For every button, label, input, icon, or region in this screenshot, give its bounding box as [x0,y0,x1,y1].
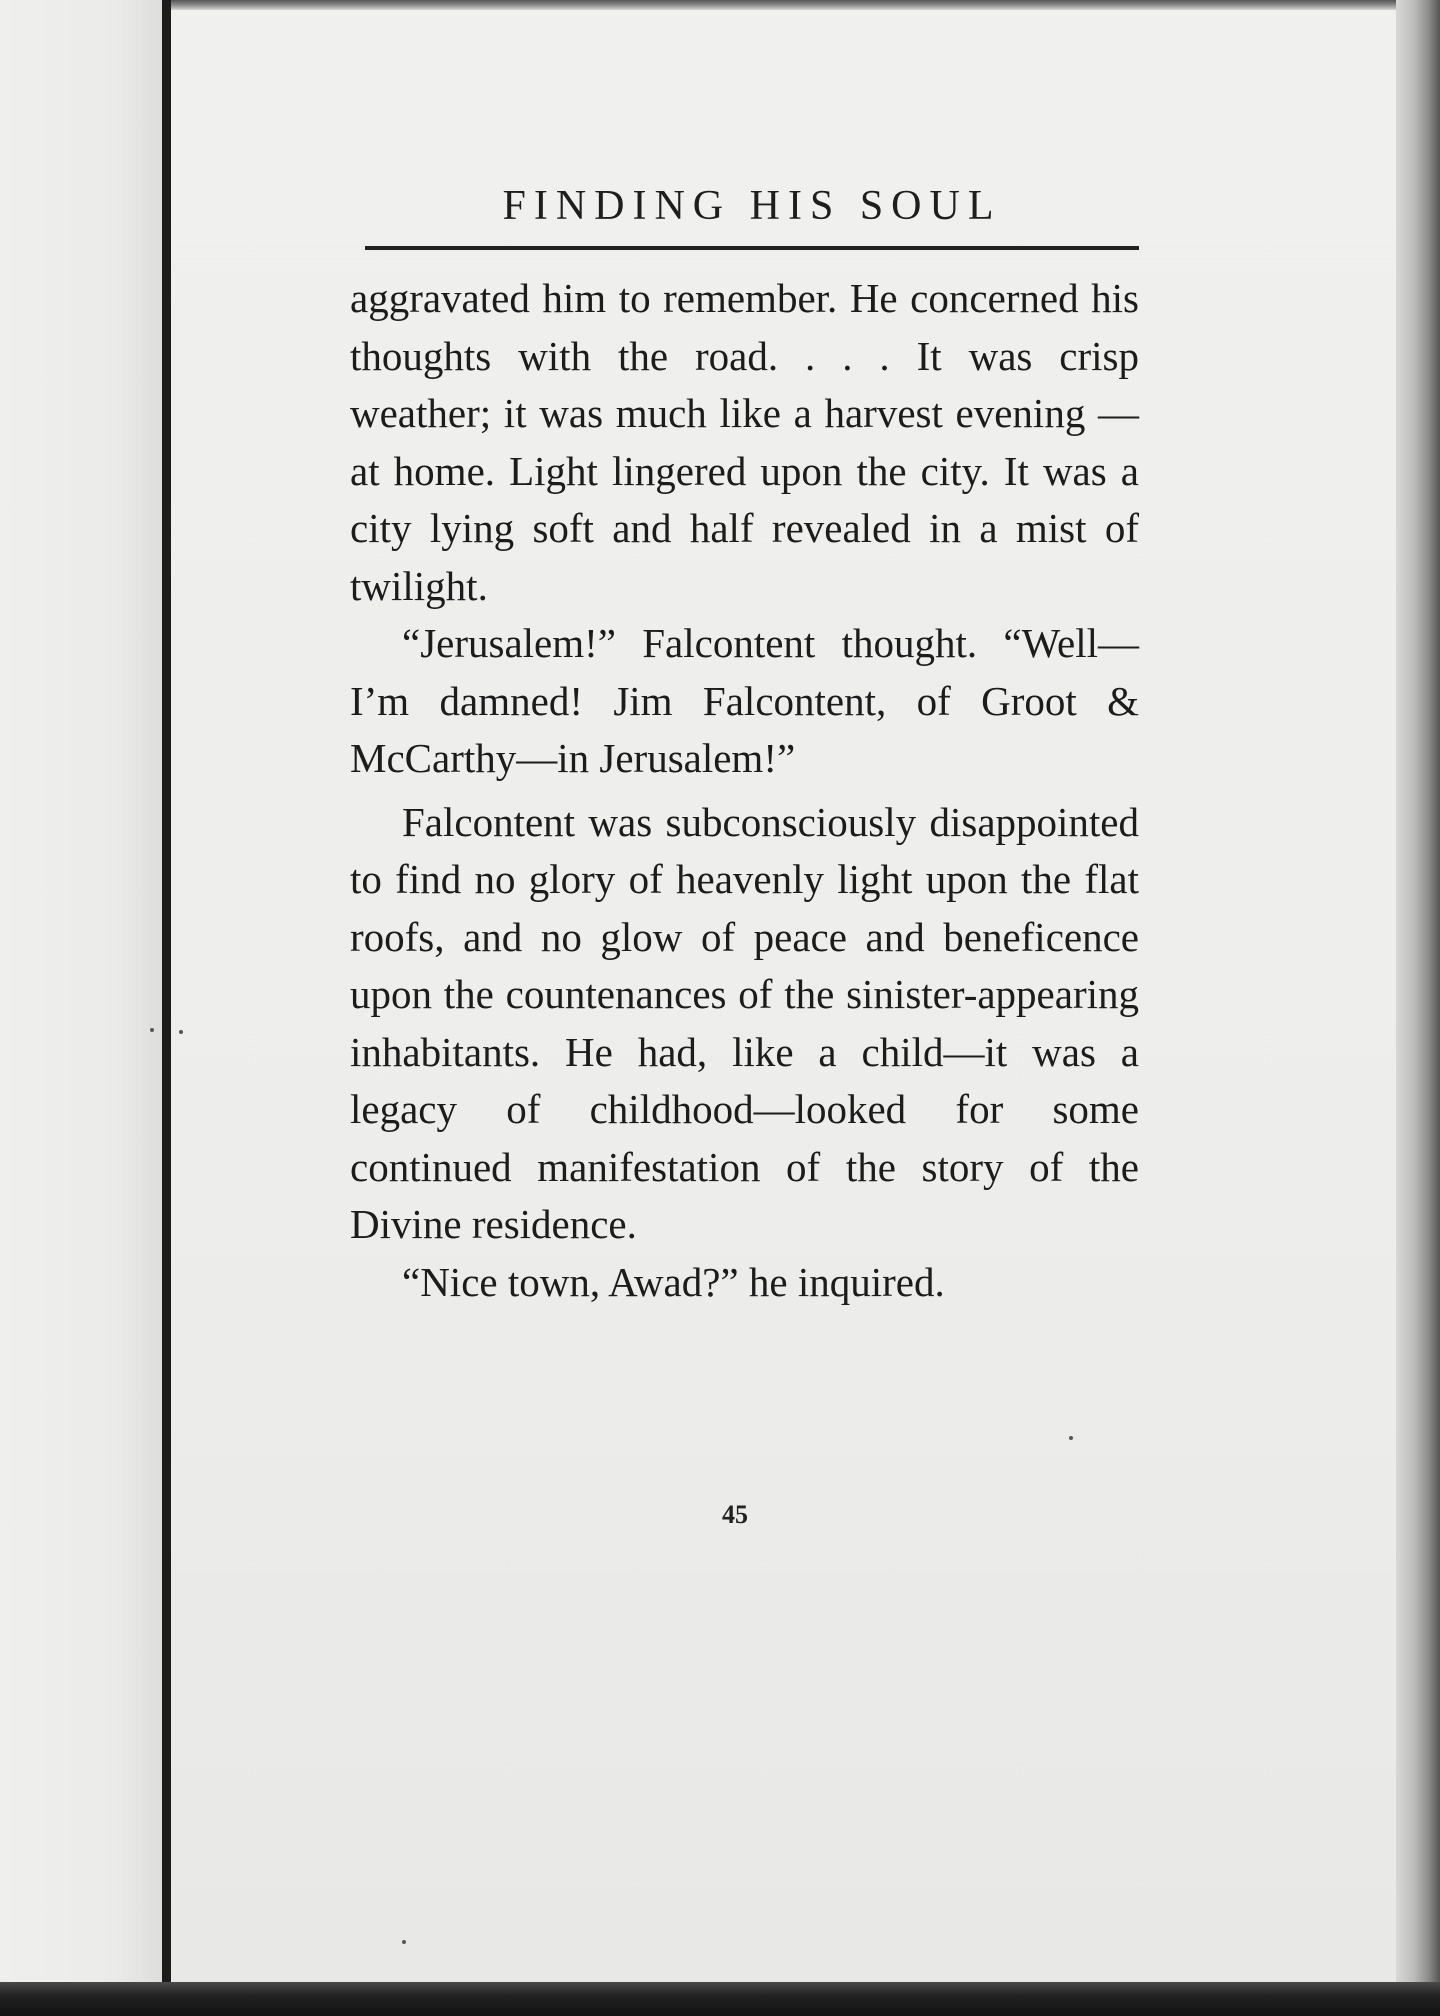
book-gutter [162,0,171,1990]
page-top-shadow [171,0,1440,10]
running-head: FINDING HIS SOUL [502,183,1002,229]
header-rule [365,246,1139,250]
dust-speck [402,1940,406,1944]
dust-speck [179,1030,183,1034]
body-text [350,270,1139,1311]
paragraph-4: “Nice town, Awad?” he inquired. [402,1258,945,1305]
page-number: 45 [722,1500,748,1529]
dust-speck [1069,1436,1073,1440]
left-page-edge [0,0,165,2016]
dust-speck [150,1028,154,1032]
bottom-shadow-band [0,1982,1440,2016]
paragraph-3: Falcontent was subconsciously disappointed to find no glory of heavenly light upon the flat roofs, and no glow of peace and beneficence upon the countenances of the sinister-appearing inhabitants. He had, like a child—it was a legacy of childhood—looked for some continued manifestation of the story of the Divine residence. [350,798,1139,1247]
page-stack-edge [1396,0,1440,2016]
paragraph-2: “Jerusalem!” Falcontent thought. “Well—I’m damned! Jim Falcontent, of Groot & McCarthy—in Jerusalem!” [350,620,1139,781]
paragraph-1: aggravated him to remember. He concerned his thoughts with the road. . . . It was crisp weather; it was much like a harvest evening — at home. Light lingered upon the city. It was a city lying soft and half revealed in a mist of twilight. [350,275,1139,609]
